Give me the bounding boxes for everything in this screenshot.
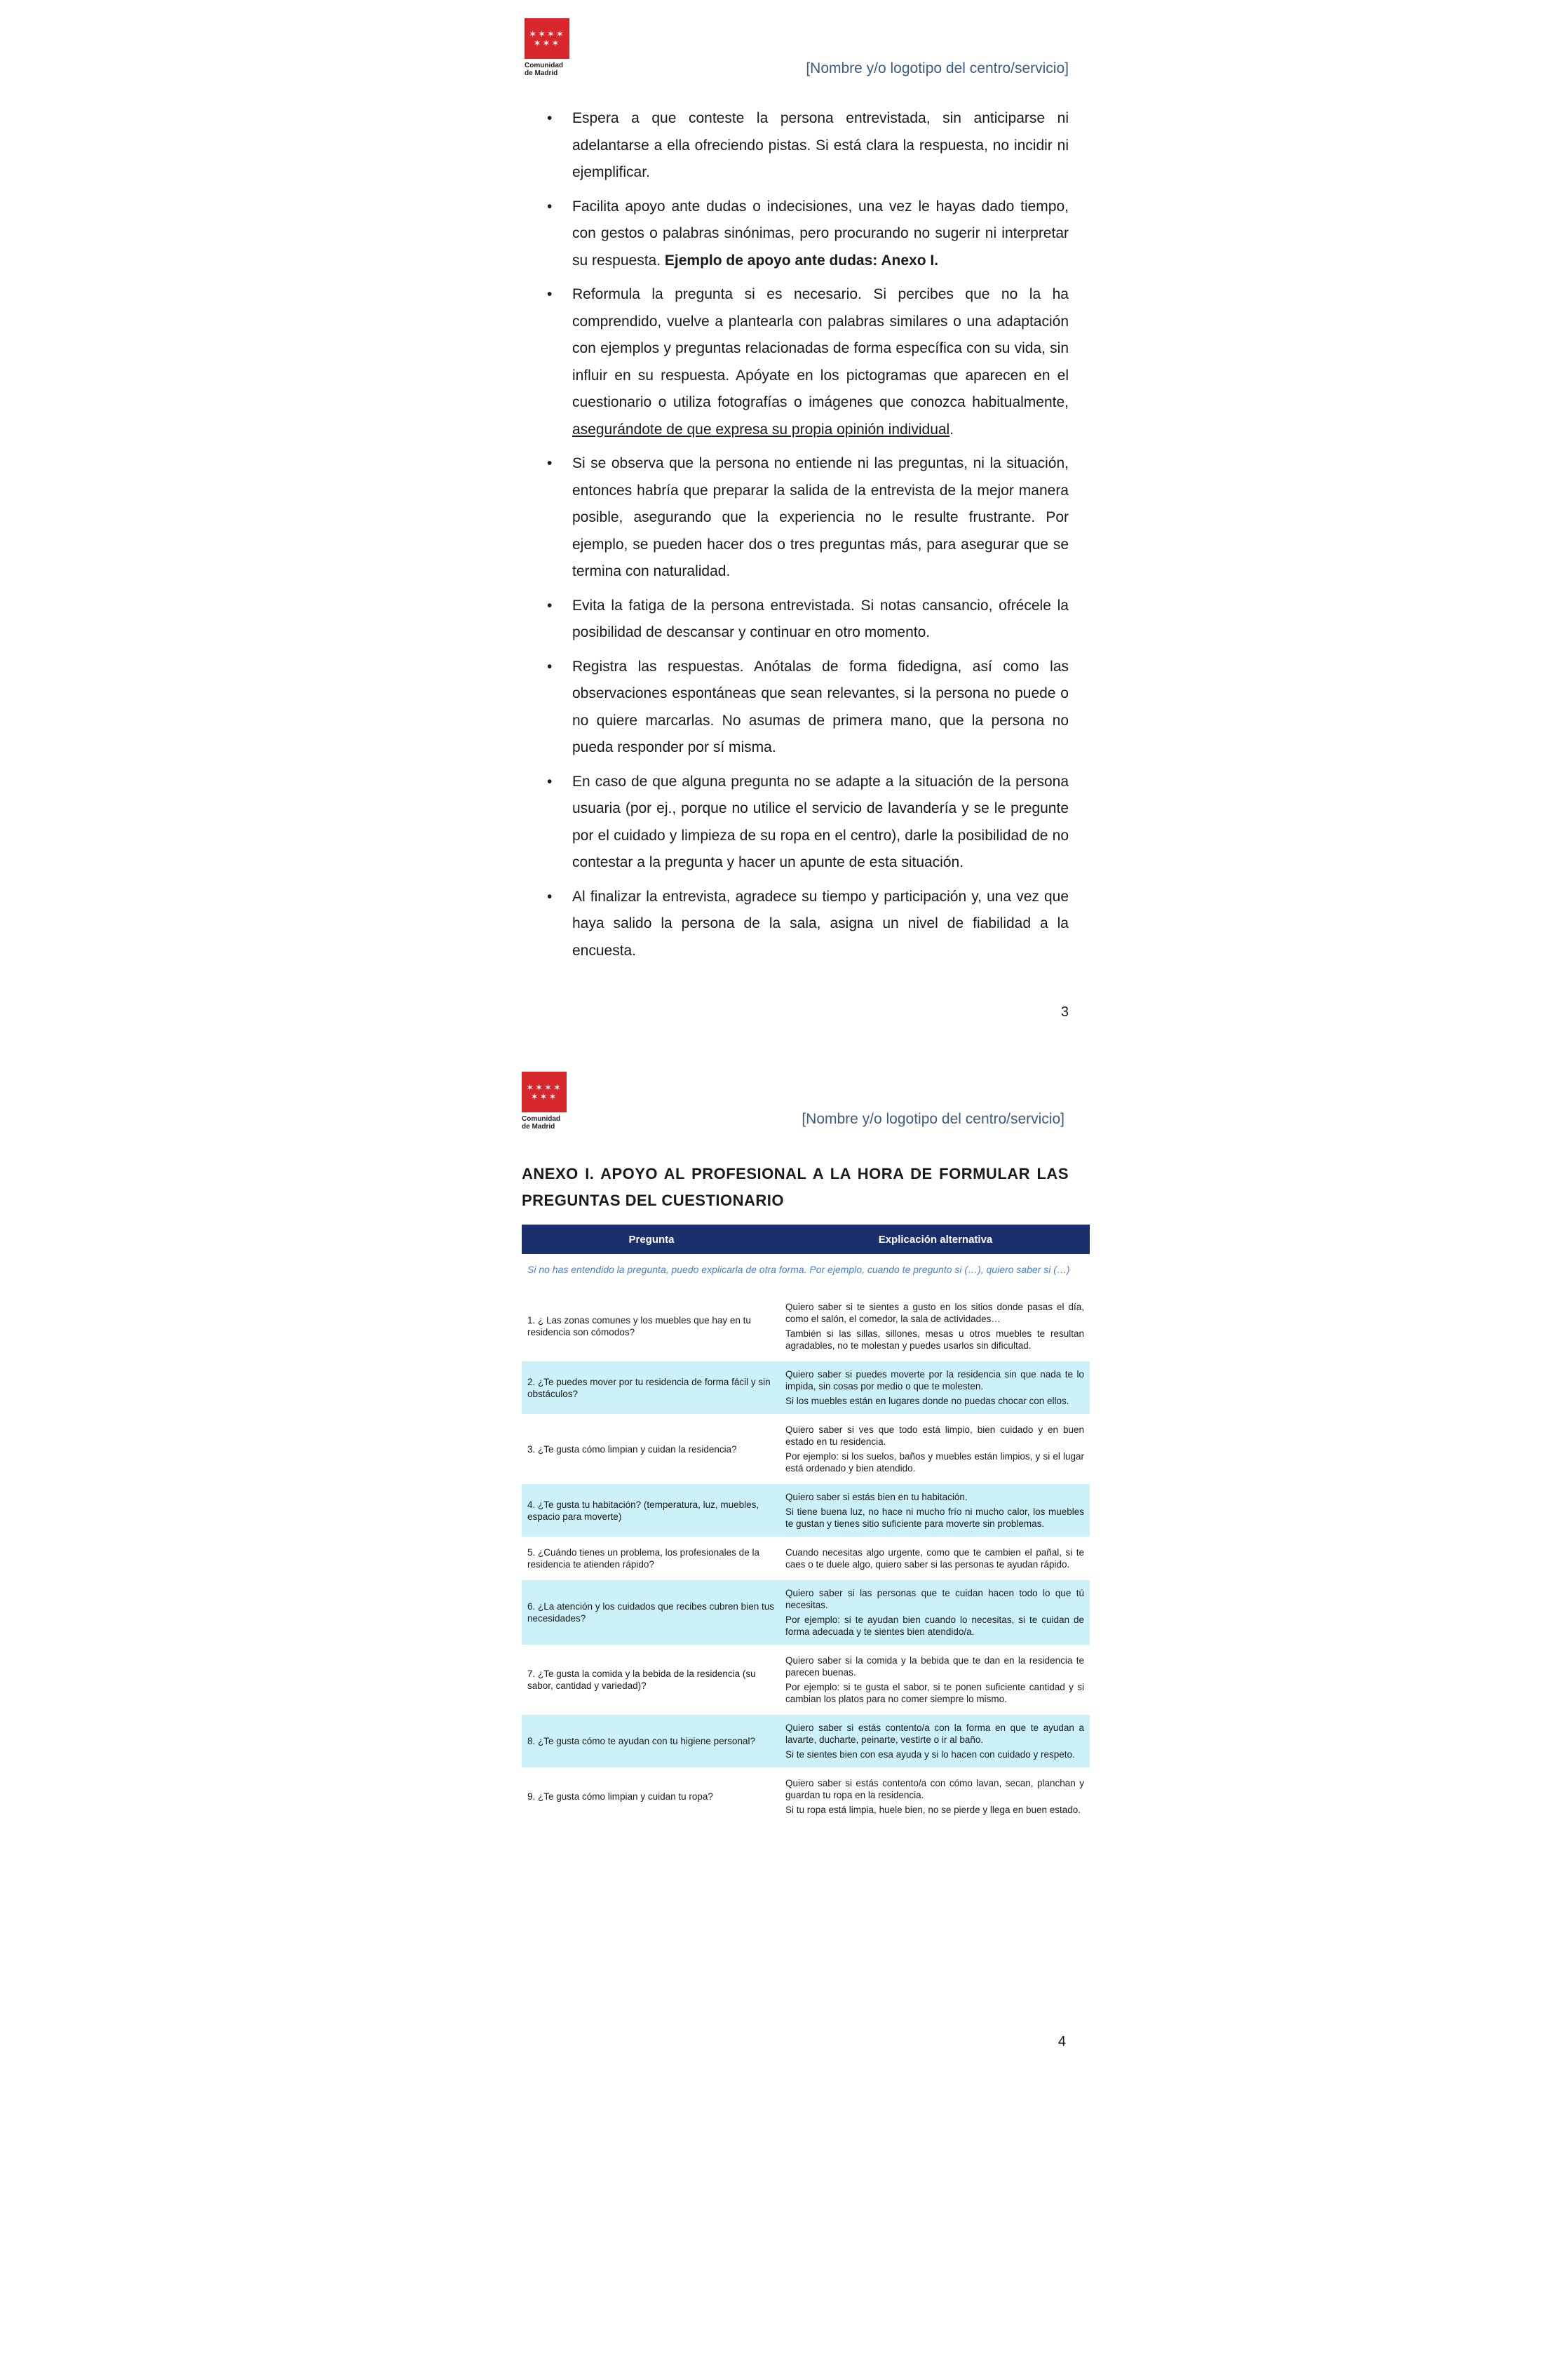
annex-title: ANEXO I. APOYO AL PROFESIONAL A LA HORA DE FORMULAR LAS PREGUNTAS DEL CUESTIONARIO <box>522 1165 1069 1209</box>
explanation-paragraph: También si las sillas, sillones, mesas u otros muebles te resultan agradables, no te molestan y puedes usarlos sin dificultad. <box>785 1328 1084 1351</box>
explanation-cell <box>781 1715 1090 1767</box>
list-item <box>544 450 1069 586</box>
explanation-paragraph: Quiero saber si estás contento/a con la forma en que te ayudan a lavarte, ducharte, peinarte, vestirte o ir al baño. <box>785 1723 1084 1745</box>
list-item <box>544 105 1069 187</box>
questions-table <box>522 1225 1090 1823</box>
bullet-icon: • <box>547 110 553 126</box>
explanation-cell <box>781 1580 1090 1645</box>
table-row <box>522 1580 1090 1645</box>
logo <box>522 1072 567 1131</box>
table-row <box>522 1484 1090 1537</box>
explanation-paragraph: Quiero saber si te sientes a gusto en los sitios donde pasas el día, como el salón, el comedor, la sala de actividades… <box>785 1302 1084 1324</box>
explanation-paragraph: Por ejemplo: si te gusta el sabor, si te ponen suficiente cantidad y si cambian los platos para no comer siempre lo mismo. <box>785 1682 1084 1704</box>
table-row <box>522 1539 1090 1577</box>
bullet-bold-text: Ejemplo de apoyo ante dudas: Anexo I. <box>664 252 939 269</box>
explanation-paragraph: Si tiene buena luz, no hace ni mucho frío ni mucho calor, los muebles te gustan y tienes sitio suficiente para moverte sin problemas. <box>785 1507 1084 1529</box>
question-cell: 1. ¿ Las zonas comunes y los muebles que hay en tu residencia son cómodos? <box>527 1315 751 1337</box>
table-row <box>522 1417 1090 1481</box>
question-cell: 3. ¿Te gusta cómo limpian y cuidan la residencia? <box>527 1443 737 1455</box>
table-row <box>522 1770 1090 1823</box>
explanation-paragraph: Quiero saber si la comida y la bebida que te dan en la residencia te parecen buenas. <box>785 1655 1084 1678</box>
explanation-cell <box>781 1539 1090 1577</box>
question-cell: 4. ¿Te gusta tu habitación? (temperatura, luz, muebles, espacio para moverte) <box>522 1484 781 1537</box>
bullet-text: Evita la fatiga de la persona entrevistada. Si notas cansancio, ofrécele la posibilidad de descansar y continuar en otro momento. <box>572 597 1069 640</box>
bullet-icon: • <box>547 597 553 614</box>
document-page-3 <box>519 0 1097 1038</box>
table-row <box>522 1715 1090 1767</box>
explanation-cell <box>781 1647 1090 1712</box>
explanation-cell <box>781 1361 1090 1414</box>
question-cell: 6. ¿La atención y los cuidados que recibes cubren bien tus necesidades? <box>522 1580 781 1645</box>
bullet-icon: • <box>547 888 553 905</box>
center-placeholder: [Nombre y/o logotipo del centro/servicio] <box>806 60 1069 76</box>
question-cell: 7. ¿Te gusta la comida y la bebida de la residencia (su sabor, cantidad y variedad)? <box>527 1669 756 1691</box>
madrid-flag-stars-icon: ✶✶✶✶ ✶✶✶ <box>522 1072 567 1112</box>
question-cell: 8. ¿Te gusta cómo te ayudan con tu higiene personal? <box>522 1715 781 1767</box>
bullet-icon: • <box>547 658 553 675</box>
explanation-paragraph: Quiero saber si estás contento/a con cómo lavan, secan, planchan y guardan tu ropa en la residencia. <box>785 1778 1084 1800</box>
bullet-text: Facilita apoyo ante dudas o indecisiones, una vez le hayas dado tiempo, con gestos o palabras sinónimas, pero procurando no sugerir ni interpretar su respuesta. <box>572 198 1069 269</box>
list-item <box>544 769 1069 877</box>
bullet-icon: • <box>547 773 553 790</box>
table-row <box>522 1294 1090 1359</box>
table-header-row <box>522 1225 1090 1254</box>
explanation-cell <box>781 1484 1090 1537</box>
explanation-paragraph: Si los muebles están en lugares donde no puedas chocar con ellos. <box>785 1396 1069 1406</box>
madrid-flag-stars-icon: ✶✶✶✶ ✶✶✶ <box>525 18 569 59</box>
question-cell: 9. ¿Te gusta cómo limpian y cuidan tu ropa? <box>527 1791 713 1802</box>
logo-text: Comunidad de Madrid <box>522 1115 560 1131</box>
explanation-paragraph: Si tu ropa está limpia, huele bien, no se pierde y llega en buen estado. <box>785 1805 1081 1815</box>
logo <box>525 18 569 77</box>
bullet-text: Si se observa que la persona no entiende ni las preguntas, ni la situación, entonces habría que preparar la salida de la entrevista de la mejor manera posible, asegurando que la experiencia no le resulte frustrante. Por ejemplo, se pueden hacer dos o tres preguntas más, para asegurar que se termina con naturalidad. <box>572 455 1069 579</box>
explanation-paragraph: Quiero saber si las personas que te cuidan hacen todo lo que tú necesitas. <box>785 1588 1084 1610</box>
column-header-question: Pregunta <box>522 1225 781 1254</box>
list-item <box>544 593 1069 647</box>
table-row <box>522 1361 1090 1414</box>
page-number: 4 <box>1057 2034 1066 2049</box>
bullet-tail-text: . <box>949 421 954 438</box>
bullet-icon: • <box>547 455 553 471</box>
bullet-text: Reformula la pregunta si es necesario. Si percibes que no la ha comprendido, vuelve a plantearla con palabras similares o una adaptación con ejemplos y preguntas relacionadas de forma específica con su vida, sin influir en su respuesta. Apóyate en los pictogramas que aparecen en el cuestionario o utiliza fotografías o imágenes que conozca habitualmente, <box>572 286 1069 410</box>
bullet-icon: • <box>547 198 553 215</box>
list-item <box>544 884 1069 965</box>
bullet-underline-text: asegurándote de que expresa su propia opinión individual <box>572 421 950 438</box>
table-row <box>522 1647 1090 1712</box>
explanation-paragraph: Por ejemplo: si los suelos, baños y muebles están limpios, y si el lugar está ordenado y bien atendido. <box>785 1451 1084 1474</box>
list-item <box>544 281 1069 443</box>
document-page-4 <box>519 1059 1097 2069</box>
explanation-paragraph: Quiero saber si puedes moverte por la residencia sin que nada te lo impida, sin cosas por medio o que te molesten. <box>785 1369 1084 1391</box>
question-cell: 5. ¿Cuándo tienes un problema, los profesionales de la residencia te atienden rápido? <box>527 1547 759 1570</box>
bullet-text: Al finalizar la entrevista, agradece su tiempo y participación y, una vez que haya salido la persona de la sala, asigna un nivel de fiabilidad a la encuesta. <box>572 888 1069 959</box>
explanation-paragraph: Si te sientes bien con esa ayuda y si lo hacen con cuidado y respeto. <box>785 1749 1075 1760</box>
explanation-paragraph: Por ejemplo: si te ayudan bien cuando lo necesitas, si te cuidan de forma adecuada y te sientes bien atendido/a. <box>785 1615 1084 1637</box>
explanation-cell <box>781 1417 1090 1481</box>
question-cell: 2. ¿Te puedes mover por tu residencia de forma fácil y sin obstáculos? <box>522 1361 781 1414</box>
list-item <box>544 194 1069 275</box>
explanation-paragraph: Quiero saber si ves que todo está limpio, bien cuidado y en buen estado en tu residencia. <box>785 1424 1084 1447</box>
list-item <box>544 654 1069 762</box>
bullet-text: En caso de que alguna pregunta no se adapte a la situación de la persona usuaria (por ej., porque no utilice el servicio de lavandería y se le pregunte por el cuidado y limpieza de su ropa en el centro), darle la posibilidad de no contestar a la pregunta y hacer un apunte de esta situación. <box>572 773 1069 870</box>
bullet-text: Espera a que conteste la persona entrevistada, sin anticiparse ni adelantarse a ella ofreciendo pistas. Si está clara la respuesta, no incidir ni ejemplificar. <box>572 110 1069 180</box>
logo-text: Comunidad de Madrid <box>525 62 563 77</box>
table-intro-text: Si no has entendido la pregunta, puedo explicarla de otra forma. Por ejemplo, cuando te pregunto si (…), quiero saber si (…) <box>527 1264 1070 1275</box>
explanation-paragraph: Quiero saber si estás bien en tu habitación. <box>785 1492 968 1502</box>
page-number: 3 <box>1060 1004 1069 1020</box>
column-header-explanation: Explicación alternativa <box>781 1225 1090 1254</box>
table-intro-row <box>522 1254 1090 1291</box>
explanation-cell <box>781 1770 1090 1823</box>
instruction-list <box>544 105 1069 971</box>
bullet-text: Registra las respuestas. Anótalas de forma fidedigna, así como las observaciones espontáneas que sean relevantes, si la persona no puede o no quiere marcarlas. No asumas de primera mano, que la persona no pueda responder por sí misma. <box>572 658 1069 755</box>
explanation-paragraph: Cuando necesitas algo urgente, como que te cambien el pañal, si te caes o te duele algo, quiero saber si las personas te ayudan rápido. <box>785 1547 1084 1570</box>
center-placeholder: [Nombre y/o logotipo del centro/servicio] <box>802 1111 1065 1127</box>
explanation-cell <box>781 1294 1090 1359</box>
bullet-icon: • <box>547 286 553 302</box>
